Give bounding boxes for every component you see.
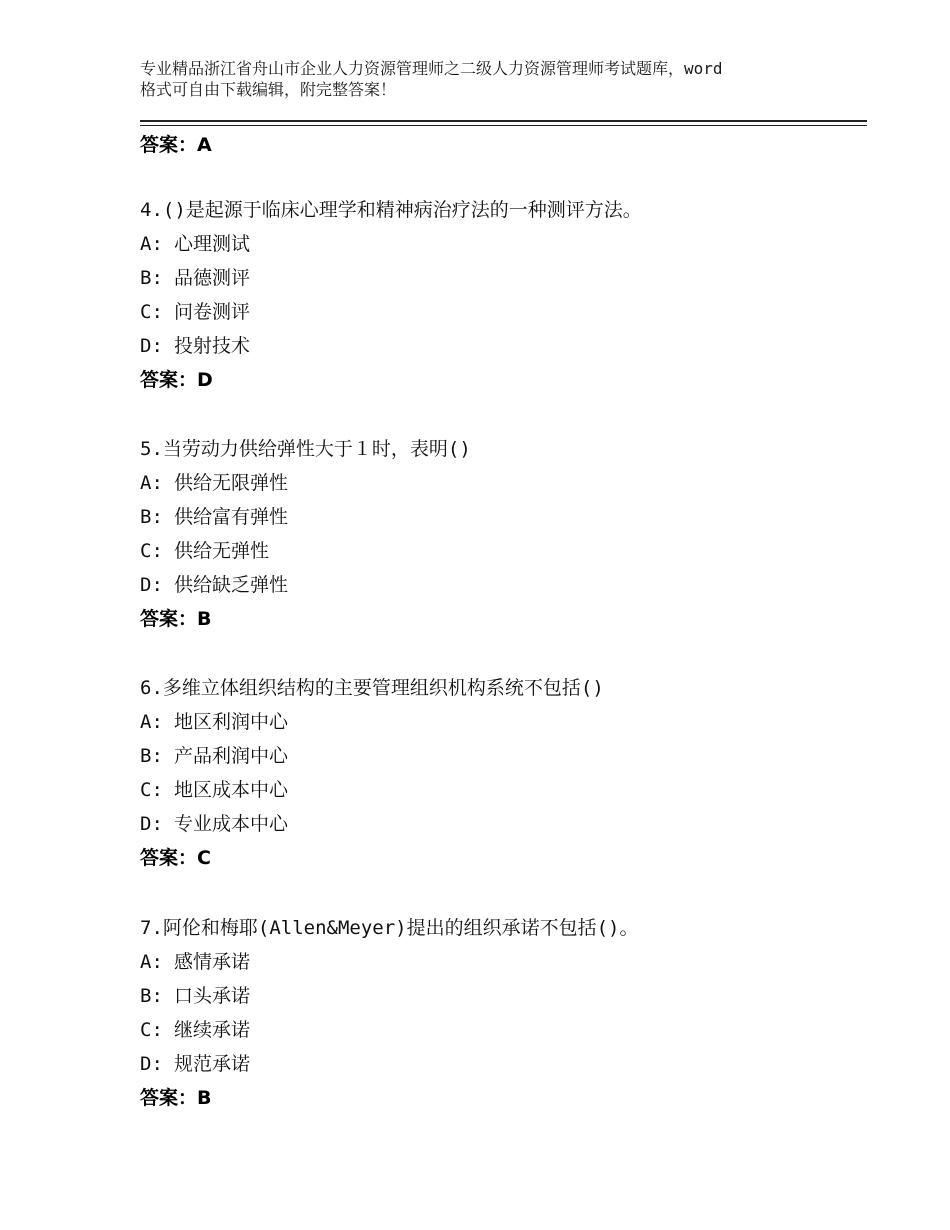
question-block [140, 914, 860, 1118]
option-c: C: 继续承诺 [140, 1019, 251, 1041]
question-answer: 答案：C [140, 847, 211, 869]
question-answer: 答案：B [140, 608, 212, 630]
option-a: A: 心理测试 [140, 233, 251, 255]
header-line-2: 格式可自由下载编辑，附完整答案！ [140, 80, 397, 99]
previous-answer: 答案：A [140, 134, 212, 156]
option-d: D: 规范承诺 [140, 1053, 251, 1075]
option-a: A: 地区利润中心 [140, 711, 289, 733]
question-block [140, 674, 860, 878]
option-c: C: 问卷测评 [140, 301, 251, 323]
option-b: B: 产品利润中心 [140, 745, 289, 767]
option-d: D: 投射技术 [140, 335, 251, 357]
option-d: D: 供给缺乏弹性 [140, 574, 289, 596]
question-text: 7.阿伦和梅耶(Allen&Meyer)提出的组织承诺不包括()。 [140, 917, 639, 939]
question-text: 5.当劳动力供给弹性大于１时，表明() [140, 438, 471, 460]
question-answer: 答案：B [140, 1087, 212, 1109]
question-text: 6.多维立体组织结构的主要管理组织机构系统不包括() [140, 677, 604, 699]
header-divider [140, 120, 867, 122]
option-d: D: 专业成本中心 [140, 813, 289, 835]
option-a: A: 感情承诺 [140, 951, 251, 973]
option-b: B: 品德测评 [140, 267, 251, 289]
option-b: B: 供给富有弹性 [140, 506, 289, 528]
option-c: C: 地区成本中心 [140, 779, 289, 801]
option-b: B: 口头承诺 [140, 985, 251, 1007]
option-c: C: 供给无弹性 [140, 540, 270, 562]
question-block [140, 196, 860, 400]
header-divider-thin [140, 125, 867, 126]
question-block [140, 435, 860, 639]
header-line-1: 专业精品浙江省舟山市企业人力资源管理师之二级人力资源管理师考试题库，word [140, 59, 723, 78]
document-header [140, 58, 830, 100]
question-answer: 答案：D [140, 369, 213, 391]
question-text: 4.()是起源于临床心理学和精神病治疗法的一种测评方法。 [140, 199, 642, 221]
option-a: A: 供给无限弹性 [140, 472, 289, 494]
